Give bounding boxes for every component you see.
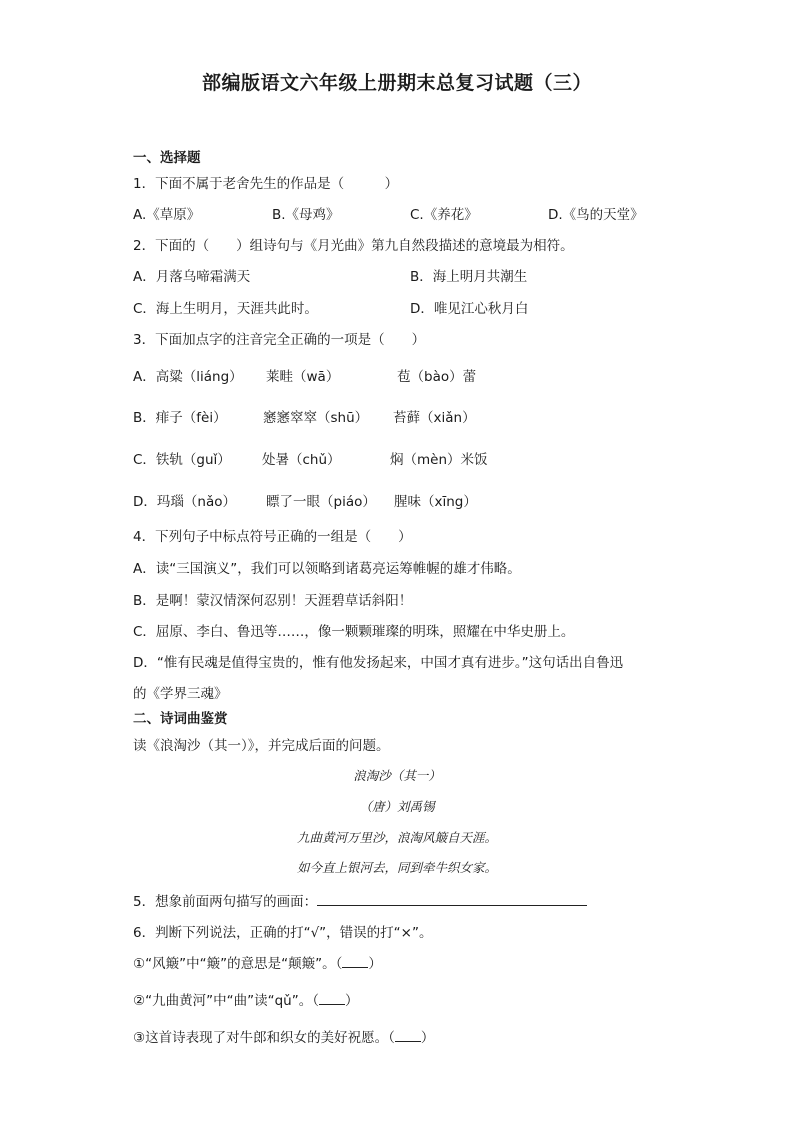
close-paren: ） (344, 993, 359, 1009)
answer-blank[interactable] (319, 994, 345, 1005)
q3-option-a-item-3: 苞（bào）蕾 (397, 369, 477, 385)
close-paren: ） (368, 956, 382, 972)
q3-option-c-item-2: 处暑（chǔ） (262, 452, 341, 468)
answer-blank[interactable] (317, 893, 587, 906)
q4-option-d-line-2: 的《学界三魂》 (133, 686, 228, 702)
poem-line-2: 如今直上银河去，同到牵牛织女家。 (296, 860, 497, 875)
q3-option-c-item-1: C．铁轨（guǐ） (133, 452, 231, 468)
q1-option-c: C.《养花》 (410, 207, 478, 223)
q4-option-a: A．读“三国演义”，我们可以领略到诸葛亮运筹帷幄的雄才伟略。 (133, 561, 521, 577)
q1-option-b: B.《母鸡》 (272, 207, 340, 223)
q6-item-3-text: ③这首诗表现了对牛郎和织女的美好祝愿。（ (133, 1030, 395, 1046)
question-5-stem: 5．想象前面两句描写的画面： (133, 894, 318, 910)
page-title: 部编版语文六年级上册期末总复习试题（三） (201, 72, 592, 94)
answer-blank[interactable] (342, 957, 368, 968)
q3-option-d-item-1: D．玛瑙（nǎo） (133, 494, 236, 510)
question-3-stem: 3．下面加点字的注音完全正确的一项是（ ） (133, 332, 426, 348)
question-2-stem: 2．下面的（ ）组诗句与《月光曲》第九自然段描述的意境最为相符。 (133, 238, 574, 254)
q3-option-d-item-3: 腥味（xīng） (394, 494, 477, 510)
q2-option-d: D．唯见江心秋月白 (410, 301, 529, 317)
poem-line-1: 九曲黄河万里沙，浪淘风簸自天涯。 (296, 830, 497, 845)
reading-instruction: 读《浪淘沙（其一）》，并完成后面的问题。 (133, 738, 390, 754)
q4-option-c: C．屈原、李白、鲁迅等……，像一颗颗璀璨的明珠，照耀在中华史册上。 (133, 624, 575, 640)
q6-item-3 (133, 1026, 434, 1046)
q6-item-2-text: ②“九曲黄河”中“曲”读“qǔ”。（ (133, 993, 319, 1009)
q4-option-d-line-1: D．“惟有民魂是值得宝贵的，惟有他发扬起来，中国才真有进步。”这句话出自鲁迅 (133, 655, 624, 671)
close-paren: ） (420, 1030, 435, 1046)
q3-option-d-item-2: 瞟了一眼（piáo） (266, 494, 376, 510)
q2-option-c: C．海上生明月，天涯共此时。 (133, 301, 318, 317)
section-heading-poetry: 二、诗词曲鉴赏 (133, 711, 228, 727)
q6-item-1 (133, 952, 382, 972)
q2-option-b: B．海上明月共潮生 (410, 269, 528, 285)
q3-option-a-item-2: 莱畦（wā） (266, 369, 340, 385)
answer-blank[interactable] (395, 1031, 421, 1042)
q1-option-a: A.《草原》 (133, 207, 201, 223)
question-1-stem: 1．下面不属于老舍先生的作品是（ ） (133, 176, 399, 192)
q3-option-b-item-1: B．痱子（fèi） (133, 410, 227, 426)
question-5 (133, 890, 587, 910)
q1-option-d: D.《鸟的天堂》 (548, 207, 644, 223)
q6-item-1-text: ①“风簸”中“簸”的意思是“颠簸”。（ (133, 956, 343, 972)
q3-option-a-item-1: A．高粱（liáng） (133, 369, 243, 385)
q3-option-c-item-3: 焖（mèn）米饭 (390, 452, 488, 468)
q6-item-2 (133, 989, 358, 1009)
question-4-stem: 4．下列句子中标点符号正确的一组是（ ） (133, 529, 412, 545)
question-6-stem: 6．判断下列说法，正确的打“√”，错误的打“×”。 (133, 925, 433, 941)
q3-option-b-item-3: 苔藓（xiǎn） (393, 410, 476, 426)
q2-option-a: A．月落乌啼霜满天 (133, 269, 251, 285)
q3-option-b-item-2: 窸窸窣窣（shū） (263, 410, 369, 426)
section-heading-choice: 一、选择题 (133, 150, 201, 166)
poem-author: （唐）刘禹锡 (359, 799, 435, 814)
q4-option-b: B．是啊！蒙汉情深何忍别！天涯碧草话斜阳！ (133, 593, 413, 609)
poem-title: 浪淘沙（其一） (353, 768, 441, 783)
